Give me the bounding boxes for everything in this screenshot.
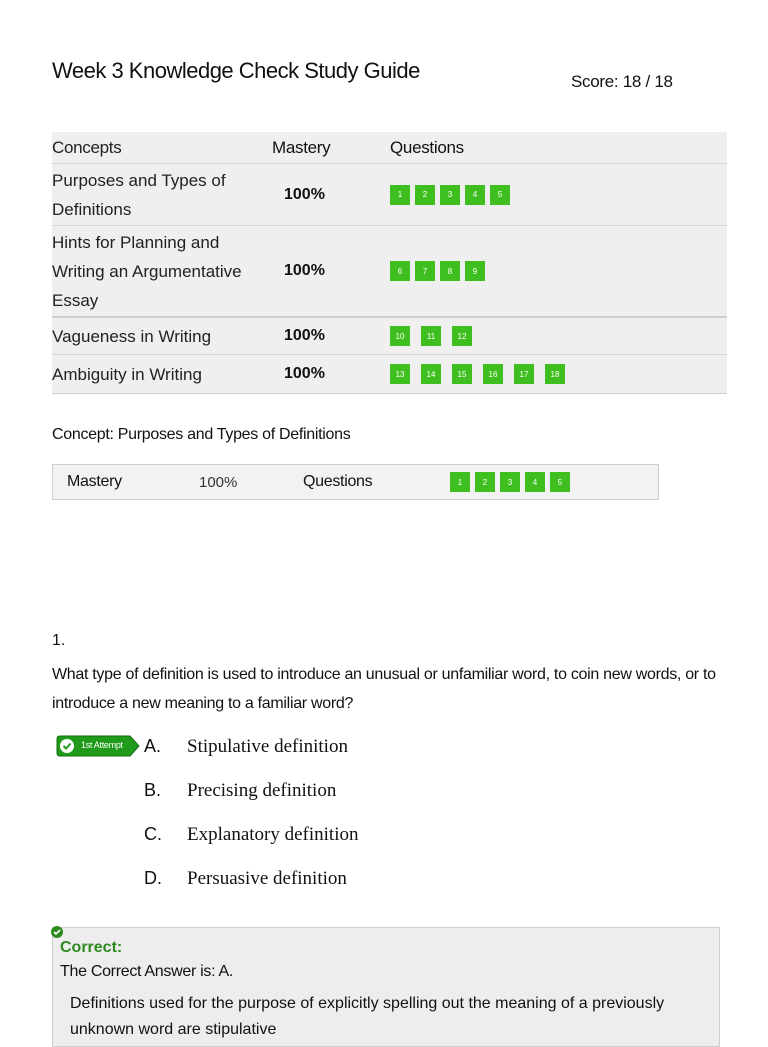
concept-summary-box [52,464,659,500]
concept-name: Hints for Planning and Writing an Argumentative Essay [52,232,242,310]
mastery-value: 100% [284,327,325,344]
table-row [52,226,727,318]
question-link[interactable]: 1 [450,472,470,492]
concept-mastery-label: Mastery [67,473,122,490]
correct-answer-text: The Correct Answer is: A. [60,963,234,980]
attempt-badge-label: 1st Attempt [81,740,123,750]
feedback-label: Correct: [60,939,123,956]
question-links [390,364,727,384]
question-link[interactable]: 15 [452,364,472,384]
question-text: What type of definition is used to introduce an unusual or unfamiliar word, to coin new words, or to introduce a new meaning to a familiar word? [52,666,716,712]
question-link[interactable]: 12 [452,326,472,346]
mastery-value: 100% [284,262,325,279]
question-link[interactable]: 5 [490,185,510,205]
option-text: Explanatory definition [187,824,359,845]
concept-section-title: Concept: Purposes and Types of Definitions [52,426,351,443]
option-letter: D. [144,868,162,888]
question-links [390,261,727,281]
question-link[interactable]: 3 [500,472,520,492]
concept-mastery-value: 100% [199,473,238,491]
question-link[interactable]: 14 [421,364,441,384]
question-link[interactable]: 2 [415,185,435,205]
attempt-badge [56,735,140,757]
concept-question-links [450,472,570,492]
header-mastery: Mastery [272,137,331,157]
question-link[interactable]: 16 [483,364,503,384]
question-link[interactable]: 11 [421,326,441,346]
question-link[interactable]: 10 [390,326,410,346]
question-link[interactable]: 6 [390,261,410,281]
table-row [52,318,727,355]
question-link[interactable]: 5 [550,472,570,492]
mastery-value: 100% [284,365,325,382]
header-questions: Questions [390,137,464,157]
option-text: Precising definition [187,780,337,801]
option-letter: B. [144,780,162,800]
question-link[interactable]: 1 [390,185,410,205]
table-row [52,355,727,393]
concept-name: Ambiguity in Writing [52,364,202,384]
table-row [52,164,727,226]
question-link[interactable]: 17 [514,364,534,384]
mastery-table [52,132,727,394]
option-letter: A. [144,736,162,756]
question-link[interactable]: 18 [545,364,565,384]
header-concepts: Concepts [52,138,122,157]
question-link[interactable]: 13 [390,364,410,384]
question-link[interactable]: 2 [475,472,495,492]
question-links [390,326,727,346]
page-title: Week 3 Knowledge Check Study Guide [52,58,420,83]
concept-name: Purposes and Types of Definitions [52,170,226,219]
question-links [390,185,727,205]
table-header-row [52,132,727,164]
correct-check-icon [50,925,64,939]
question-link[interactable]: 7 [415,261,435,281]
option-text: Persuasive definition [187,868,347,889]
concept-name: Vagueness in Writing [52,326,212,346]
feedback-explanation: Definitions used for the purpose of explicitly spelling out the meaning of a previously unknown word are stipulative [70,995,665,1038]
feedback-box [52,927,720,1047]
concept-questions-label: Questions [303,473,373,490]
question-link[interactable]: 3 [440,185,460,205]
score-label: Score: 18 / 18 [571,72,673,91]
question-link[interactable]: 8 [440,261,460,281]
question-number: 1. [52,632,66,649]
answer-option[interactable] [144,868,347,890]
answer-option[interactable] [144,736,348,758]
option-text: Stipulative definition [187,736,348,757]
answer-option[interactable] [144,824,358,846]
mastery-value: 100% [284,185,325,203]
question-link[interactable]: 4 [525,472,545,492]
answer-option[interactable] [144,780,336,802]
question-link[interactable]: 9 [465,261,485,281]
question-link[interactable]: 4 [465,185,485,205]
option-letter: C. [144,824,162,844]
